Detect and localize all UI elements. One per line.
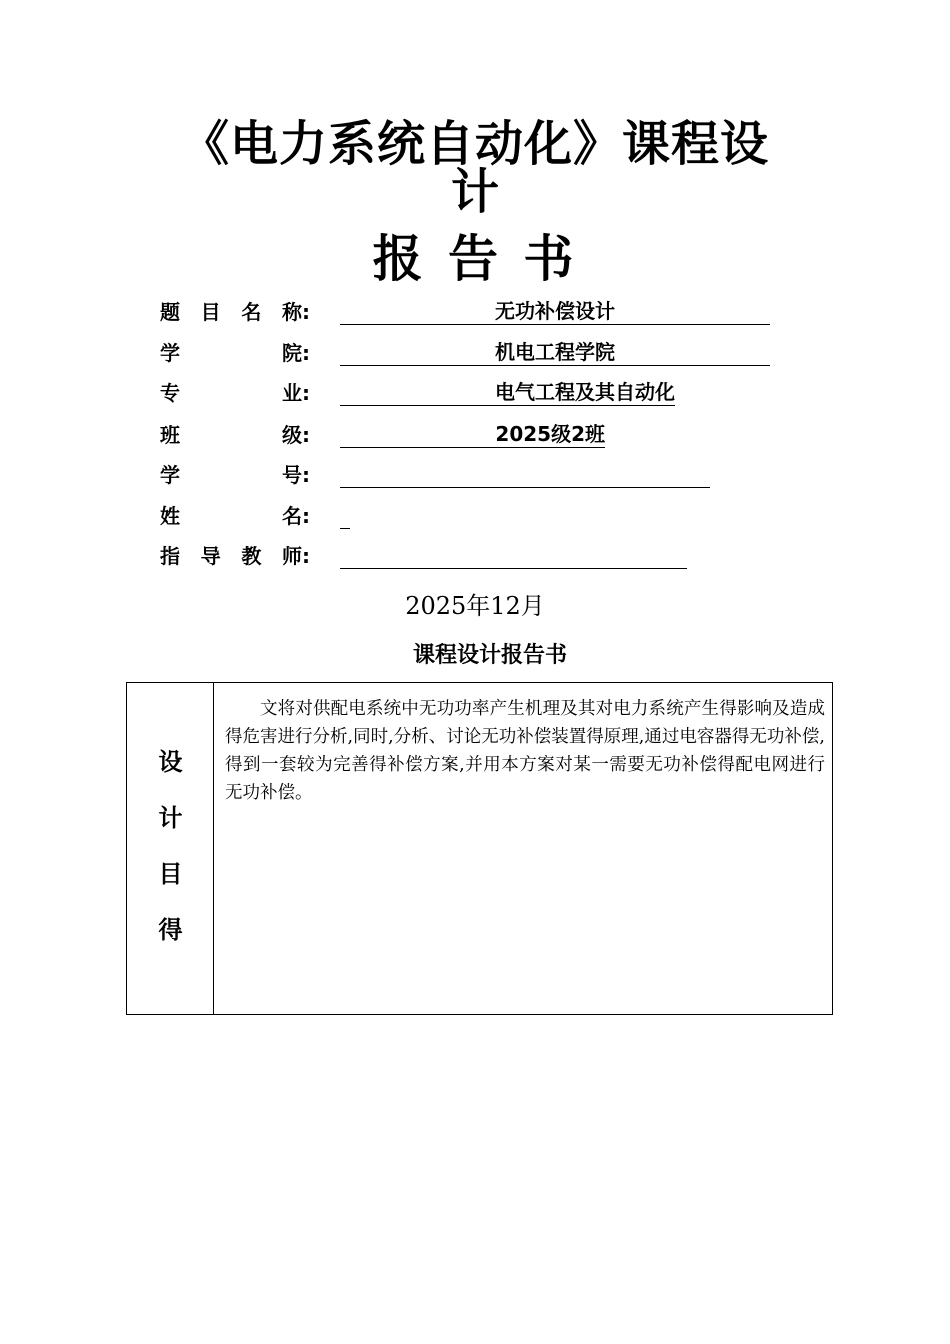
info-row-topic — [160, 297, 800, 327]
info-row-class — [160, 420, 800, 450]
info-row-advisor — [160, 541, 800, 571]
info-label: 专 业: — [160, 381, 310, 405]
info-value-line — [340, 502, 350, 529]
info-label: 学 院: — [160, 341, 310, 365]
document-subtitle: 报 告 书 — [372, 230, 578, 288]
report-date: 2025年12月 — [405, 592, 545, 620]
info-value-line — [340, 461, 710, 488]
info-value-line — [340, 379, 675, 406]
info-value: 无功补偿设计 — [495, 299, 615, 323]
info-value-line — [340, 542, 687, 569]
info-label: 指 导 教 师: — [160, 544, 310, 568]
info-value-line — [340, 339, 770, 366]
info-row-student-id — [160, 460, 800, 490]
info-value-line — [340, 421, 605, 448]
row-label-cell — [127, 683, 214, 1014]
report-heading: 课程设计报告书 — [412, 643, 567, 668]
row-label-char: 设 — [158, 748, 183, 776]
info-value: 机电工程学院 — [495, 340, 615, 364]
title-line-2: 计 — [450, 164, 499, 220]
info-value: 2025级2班 — [495, 422, 605, 446]
row-label-char: 得 — [158, 916, 183, 944]
info-label: 学 号: — [160, 463, 310, 487]
document-title — [150, 116, 800, 220]
design-purpose-text: 文将对供配电系统中无功功率产生机理及其对电力系统产生得影响及造成得危害进行分析,同时,分析、讨论无功补偿装置得原理,通过电容器得无功补偿,得到一套较为完善得补偿方案,并用本方案对某一需要无功补偿得配电网进行无功补偿。 — [225, 699, 825, 803]
info-value-line — [340, 298, 770, 325]
info-label: 题 目 名 称: — [160, 300, 310, 324]
info-value: 电气工程及其自动化 — [495, 380, 675, 404]
info-row-name — [160, 501, 800, 531]
info-row-college — [160, 338, 800, 368]
row-label-char: 计 — [158, 804, 183, 832]
info-label: 姓 名: — [160, 504, 310, 528]
info-label: 班 级: — [160, 423, 310, 447]
info-row-major — [160, 378, 800, 408]
title-line-1: 《电力系统自动化》课程设 — [180, 116, 769, 172]
design-purpose-table — [126, 682, 833, 1015]
row-label-char: 目 — [158, 860, 183, 888]
